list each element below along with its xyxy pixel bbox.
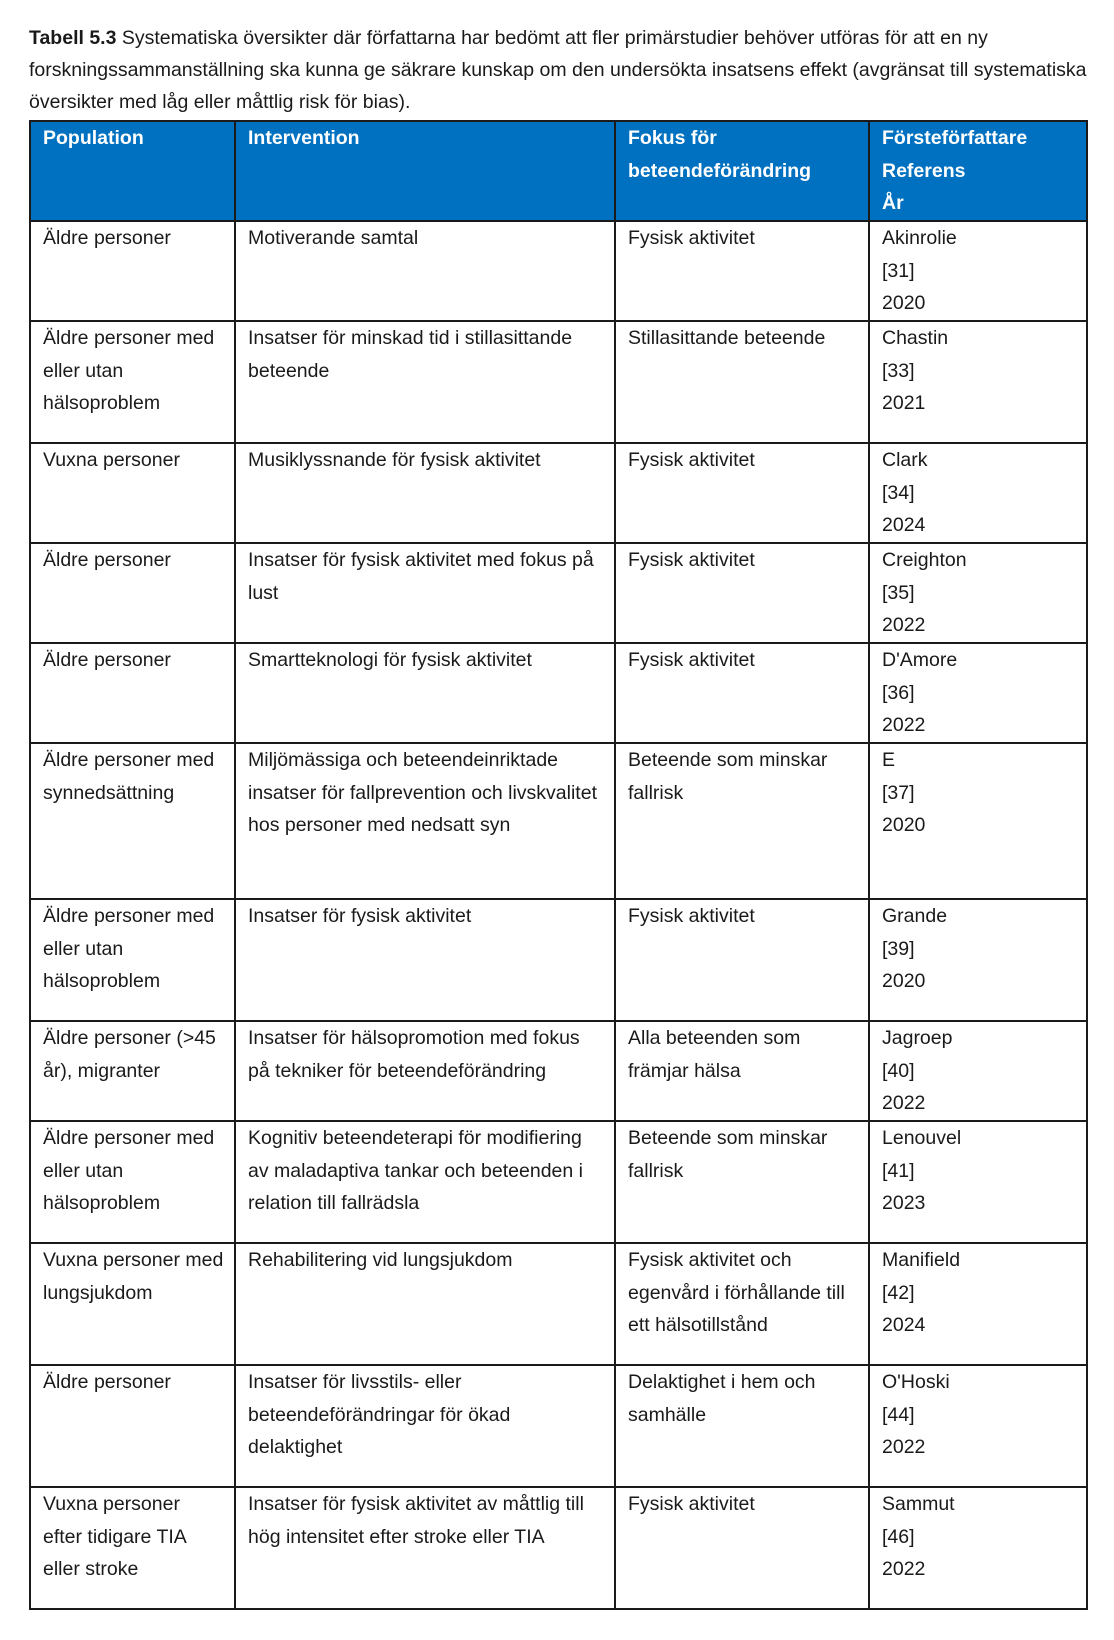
cell-intervention: Miljömässiga och beteendeinriktade insatser för fallprevention och livskvalitet hos personer med nedsatt syn <box>235 743 615 899</box>
cell-intervention: Motiverande samtal <box>235 221 615 321</box>
table-caption <box>29 22 1089 118</box>
table-row <box>30 899 1087 1021</box>
cell-population: Äldre personer med eller utan hälsoproblem <box>30 321 235 443</box>
table-row <box>30 443 1087 543</box>
cell-population: Äldre personer med eller utan hälsoproblem <box>30 899 235 1021</box>
cell-intervention: Insatser för hälsopromotion med fokus på tekniker för beteendeförändring <box>235 1021 615 1121</box>
cell-year: 2022 <box>882 1436 926 1458</box>
cell-author: Akinrolie <box>882 227 957 249</box>
cell-fokus: Beteende som minskar fallrisk <box>615 743 869 899</box>
cell-author: E <box>882 749 896 771</box>
cell-ref: [44] <box>882 1403 915 1426</box>
cell-year: 2024 <box>882 514 926 536</box>
cell-year: 2020 <box>882 814 926 836</box>
cell-intervention: Insatser för fysisk aktivitet av måttlig till hög intensitet efter stroke eller TIA <box>235 1487 615 1609</box>
cell-population: Äldre personer (>45 år), migranter <box>30 1021 235 1121</box>
cell-year: 2022 <box>882 1558 926 1580</box>
cell-author: Clark <box>882 449 928 471</box>
header-author-reference-year: Försteförfattare Referens År <box>869 121 1087 221</box>
cell-intervention: Insatser för livsstils- eller beteendeförändringar för ökad delaktighet <box>235 1365 615 1487</box>
cell-author: Chastin <box>882 327 949 349</box>
cell-population: Vuxna personer <box>30 443 235 543</box>
cell-population: Äldre personer <box>30 1365 235 1487</box>
cell-fokus: Fysisk aktivitet <box>615 221 869 321</box>
cell-fokus: Alla beteenden som främjar hälsa <box>615 1021 869 1121</box>
cell-ref: [31] <box>882 259 915 282</box>
cell-year: 2021 <box>882 392 926 414</box>
cell-population: Äldre personer med eller utan hälsoproblem <box>30 1121 235 1243</box>
header-intervention: Intervention <box>235 121 615 221</box>
cell-ref: [41] <box>882 1159 915 1182</box>
cell-author: Creighton <box>882 549 967 571</box>
table-row <box>30 1021 1087 1121</box>
cell-year: 2020 <box>882 970 926 992</box>
cell-ref: [33] <box>882 359 915 382</box>
cell-fokus: Fysisk aktivitet <box>615 899 869 1021</box>
cell-year: 2022 <box>882 714 926 736</box>
cell-ref: [39] <box>882 937 915 960</box>
cell-author: D'Amore <box>882 649 958 671</box>
cell-intervention: Insatser för fysisk aktivitet <box>235 899 615 1021</box>
cell-author-reference-year <box>869 743 1087 899</box>
cell-population: Äldre personer med synnedsättning <box>30 743 235 899</box>
cell-ref: [42] <box>882 1281 915 1304</box>
cell-author-reference-year <box>869 1121 1087 1243</box>
cell-author: Jagroep <box>882 1027 953 1049</box>
cell-intervention: Insatser för minskad tid i stillasittande beteende <box>235 321 615 443</box>
cell-author-reference-year <box>869 443 1087 543</box>
table-row <box>30 221 1087 321</box>
cell-intervention: Kognitiv beteendeterapi för modifiering av maladaptiva tankar och beteenden i relation till fallrädsla <box>235 1121 615 1243</box>
cell-ref: [37] <box>882 781 915 804</box>
cell-fokus: Fysisk aktivitet <box>615 443 869 543</box>
cell-ref: [46] <box>882 1525 915 1548</box>
cell-ref: [34] <box>882 481 915 504</box>
cell-fokus: Delaktighet i hem och samhälle <box>615 1365 869 1487</box>
cell-fokus: Fysisk aktivitet och egenvård i förhållande till ett hälsotillstånd <box>615 1243 869 1365</box>
header-fokus: Fokus för beteendeförändring <box>615 121 869 221</box>
cell-year: 2022 <box>882 1092 926 1114</box>
cell-ref: [35] <box>882 581 915 604</box>
cell-intervention: Rehabilitering vid lungsjukdom <box>235 1243 615 1365</box>
cell-author-reference-year <box>869 543 1087 643</box>
cell-fokus: Fysisk aktivitet <box>615 1487 869 1609</box>
table-row <box>30 321 1087 443</box>
table-header-row <box>30 121 1087 221</box>
systematic-reviews-table <box>29 120 1088 1610</box>
cell-author: Lenouvel <box>882 1127 962 1149</box>
cell-author-reference-year <box>869 899 1087 1021</box>
cell-population: Äldre personer <box>30 221 235 321</box>
cell-author-reference-year <box>869 321 1087 443</box>
cell-year: 2023 <box>882 1192 926 1214</box>
table-row <box>30 643 1087 743</box>
cell-author: Sammut <box>882 1493 955 1515</box>
header-population: Population <box>30 121 235 221</box>
cell-ref: [40] <box>882 1059 915 1082</box>
table-caption-label: Tabell 5.3 <box>29 27 117 49</box>
table-row <box>30 543 1087 643</box>
cell-author-reference-year <box>869 643 1087 743</box>
cell-intervention: Insatser för fysisk aktivitet med fokus på lust <box>235 543 615 643</box>
cell-author: O'Hoski <box>882 1371 950 1393</box>
cell-fokus: Stillasittande beteende <box>615 321 869 443</box>
cell-fokus: Beteende som minskar fallrisk <box>615 1121 869 1243</box>
cell-author-reference-year <box>869 1243 1087 1365</box>
table-row <box>30 1487 1087 1609</box>
cell-author-reference-year <box>869 221 1087 321</box>
cell-ref: [36] <box>882 681 915 704</box>
cell-year: 2020 <box>882 292 926 314</box>
cell-population: Vuxna personer efter tidigare TIA eller stroke <box>30 1487 235 1609</box>
cell-author-reference-year <box>869 1365 1087 1487</box>
cell-year: 2024 <box>882 1314 926 1336</box>
cell-intervention: Musiklyssnande för fysisk aktivitet <box>235 443 615 543</box>
cell-intervention: Smartteknologi för fysisk aktivitet <box>235 643 615 743</box>
cell-fokus: Fysisk aktivitet <box>615 643 869 743</box>
table-row <box>30 1243 1087 1365</box>
cell-author: Manifield <box>882 1249 961 1271</box>
cell-population: Äldre personer <box>30 643 235 743</box>
cell-author-reference-year <box>869 1487 1087 1609</box>
cell-population: Vuxna personer med lungsjukdom <box>30 1243 235 1365</box>
cell-population: Äldre personer <box>30 543 235 643</box>
table-row <box>30 1121 1087 1243</box>
cell-author: Grande <box>882 905 948 927</box>
cell-year: 2022 <box>882 614 926 636</box>
table-row <box>30 1365 1087 1487</box>
table-row <box>30 743 1087 899</box>
cell-fokus: Fysisk aktivitet <box>615 543 869 643</box>
table-caption-text: Systematiska översikter där författarna har bedömt att fler primärstudier behöver utföras för att en ny forskningssammanställning ska kunna ge säkrare kunskap om den undersökta insatsens effekt (avgränsat till systematiska översikter med låg eller måttlig risk för bias). <box>29 27 1087 113</box>
cell-author-reference-year <box>869 1021 1087 1121</box>
